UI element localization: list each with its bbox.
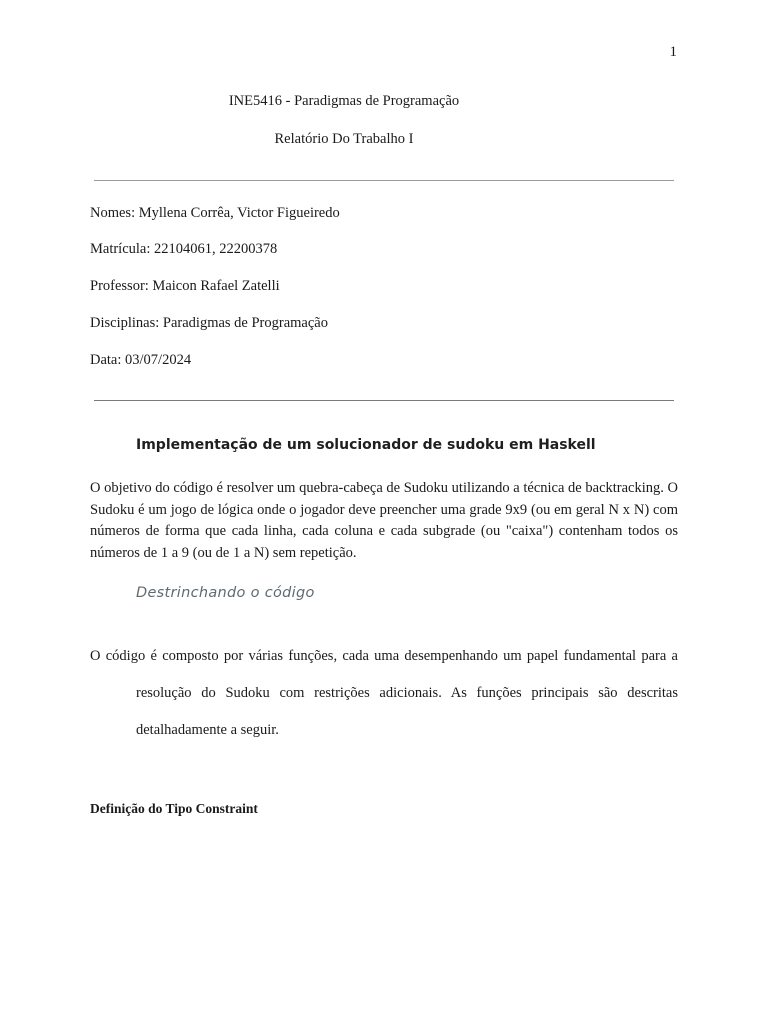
meta-disciplines: Disciplinas: Paradigmas de Programação (90, 315, 328, 331)
section-heading: Implementação de um solucionador de sudoku em Haskell (136, 437, 596, 453)
horizontal-divider (94, 180, 674, 181)
meta-registration: Matrícula: 22104061, 22200378 (90, 241, 278, 257)
intro-paragraph: O objetivo do código é resolver um quebra-cabeça de Sudoku utilizando a técnica de backtracking. O Sudoku é um jogo de lógica onde o jogador deve preencher uma grade 9x9 (ou em geral N x N) com números de forma que cada linha, cada coluna e cada subgrade (ou "caixa") contenham todos os números de 1 a 9 (ou de 1 a N) sem repetição. (90, 480, 678, 561)
body-paragraph: O código é composto por várias funções, cada uma desempenhando um papel fundamental para a resolução do Sudoku com restrições adicionais. As funções principais são descritas detalhadamente a seguir. (90, 648, 678, 738)
meta-names: Nomes: Myllena Corrêa, Victor Figueiredo (90, 205, 340, 221)
report-title: Relatório Do Trabalho I (274, 131, 414, 147)
horizontal-divider (94, 400, 674, 401)
course-title: INE5416 - Paradigmas de Programação (228, 93, 460, 109)
subheading: Destrinchando o código (136, 585, 315, 601)
meta-professor: Professor: Maicon Rafael Zatelli (90, 278, 280, 294)
page-number: 1 (669, 44, 677, 60)
definition-heading: Definição do Tipo Constraint (90, 801, 258, 816)
meta-date: Data: 03/07/2024 (90, 352, 192, 368)
